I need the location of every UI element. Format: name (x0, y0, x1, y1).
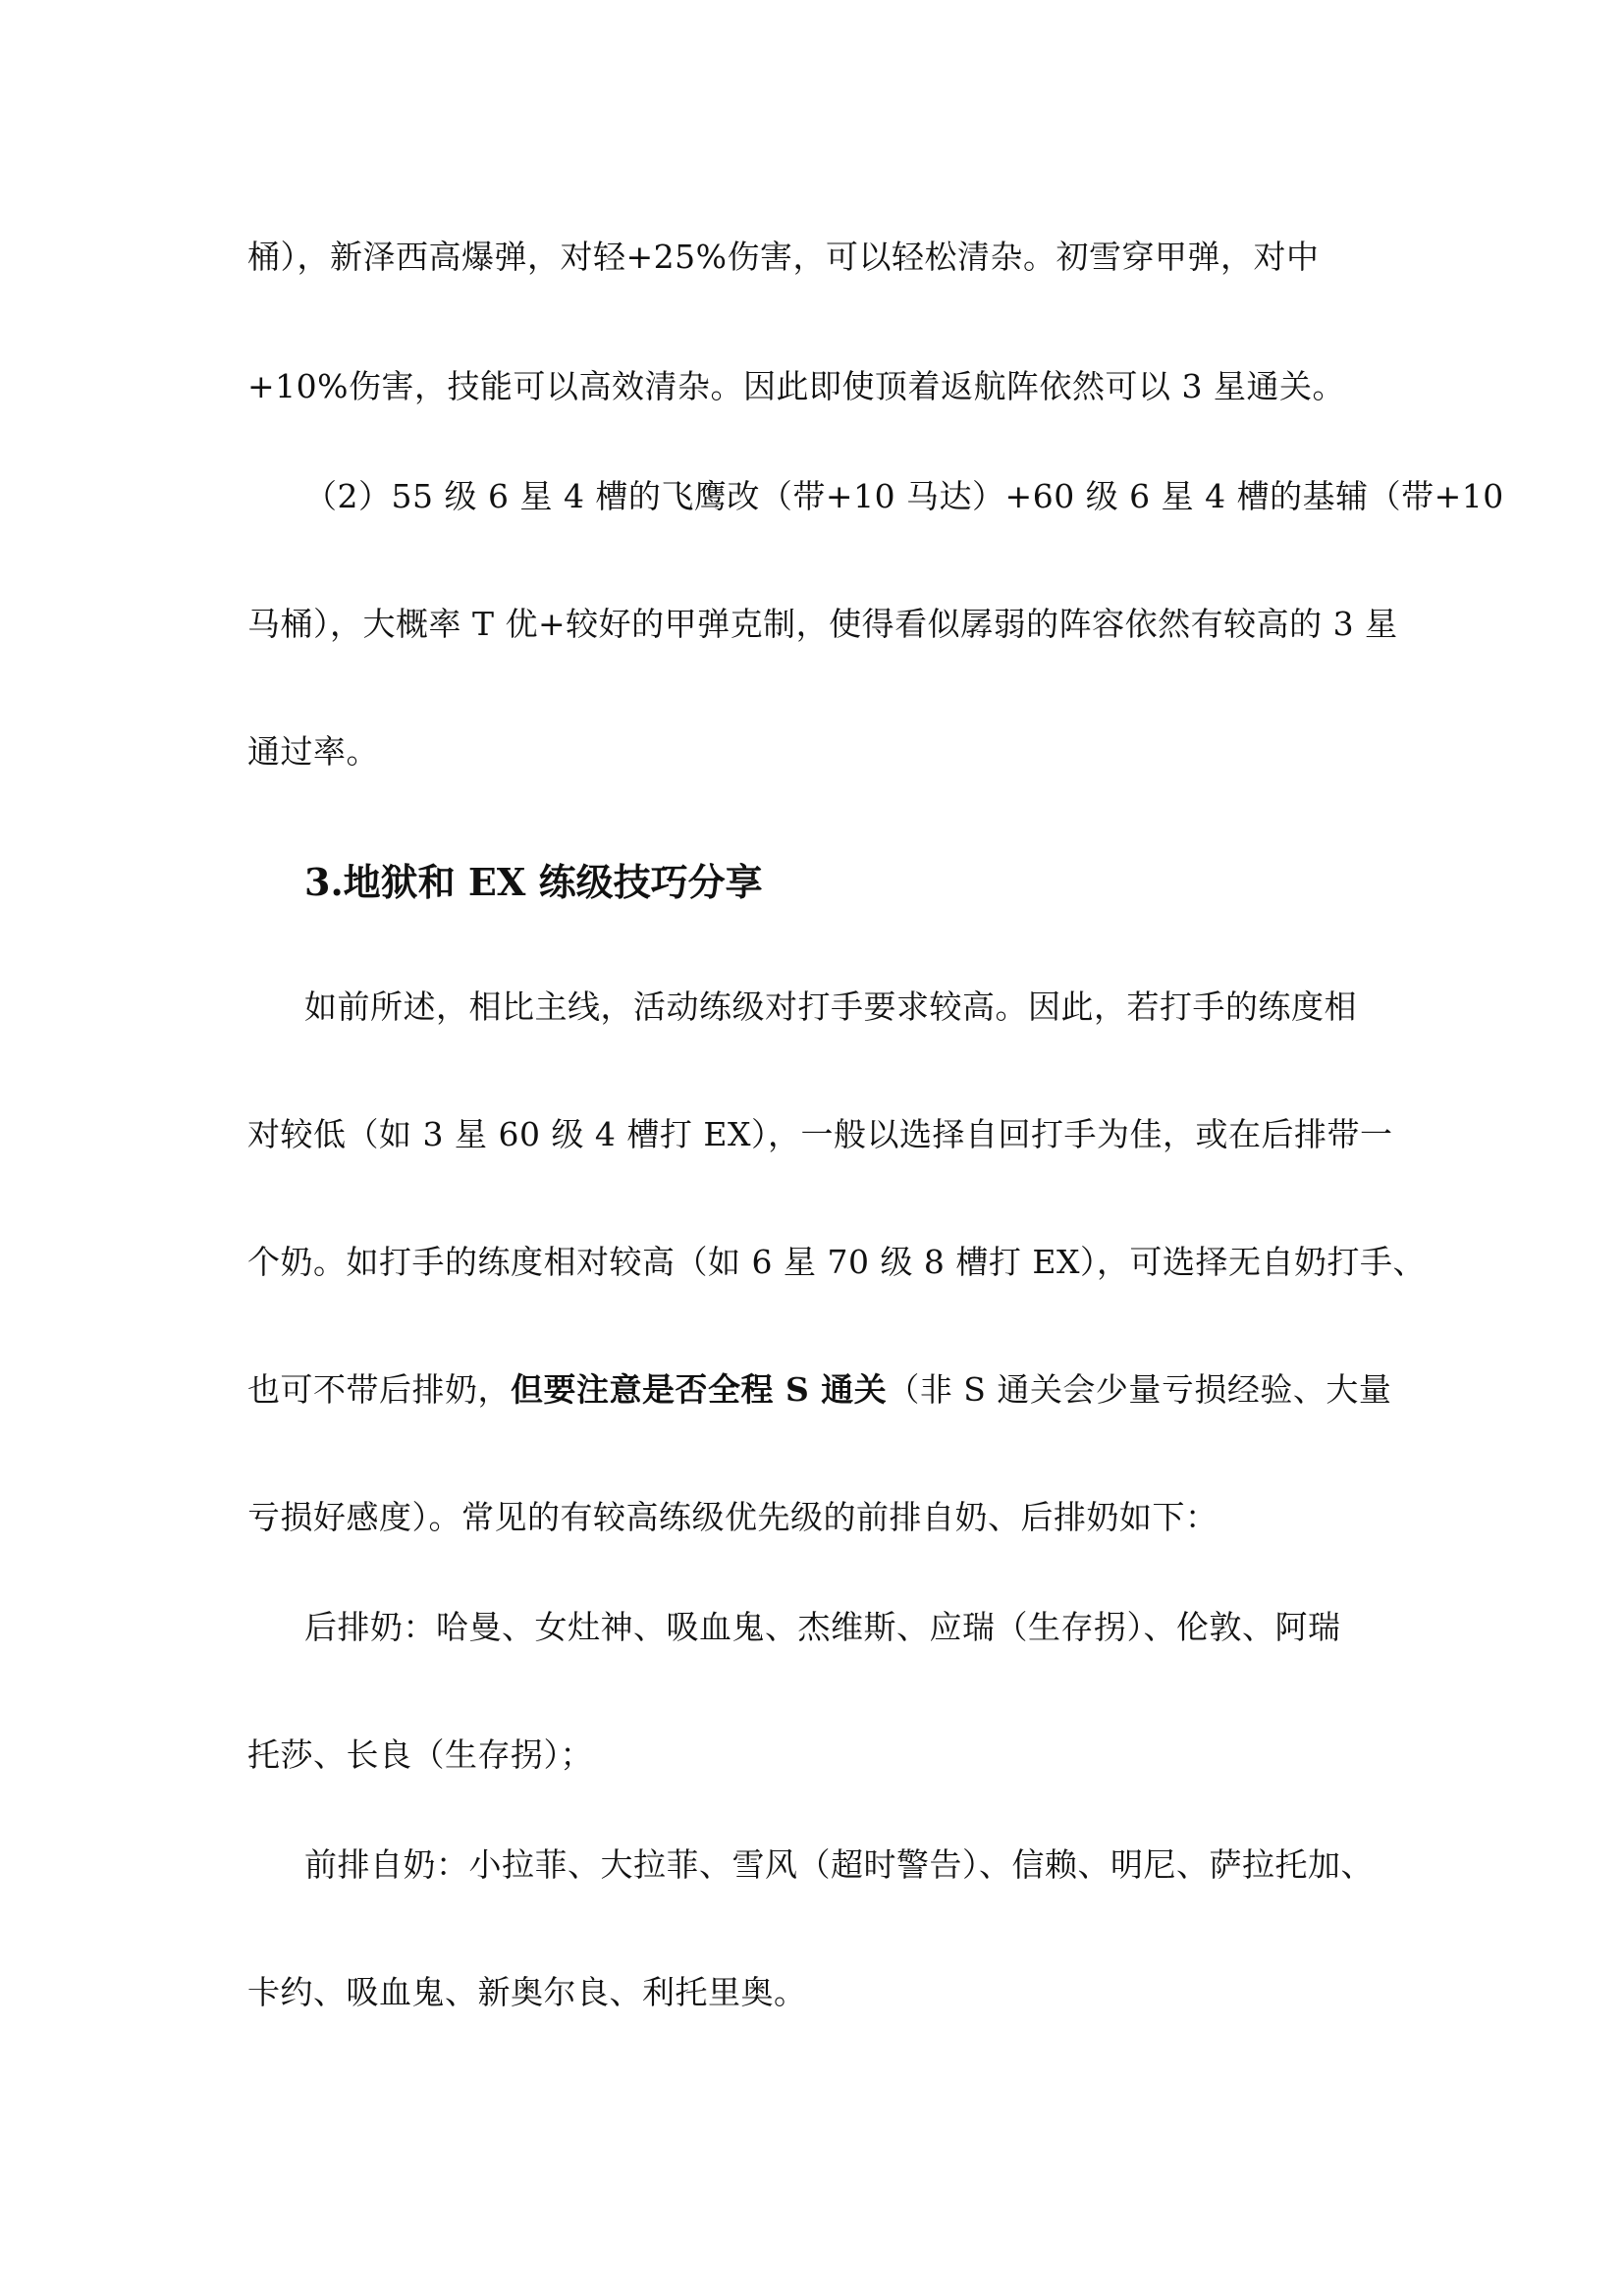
text-line-3: （2）55 级 6 星 4 槽的飞鹰改（带+10 马达）+60 级 6 星 4 槽的基辅（带+10 (304, 477, 1504, 515)
text-line-4: 马桶），大概率 T 优+较好的甲弹克制，使得看似孱弱的阵容依然有较高的 3 星 (247, 605, 1398, 643)
text-line-6: 如前所述，相比主线，活动练级对打手要求较高。因此，若打手的练度相 (304, 988, 1357, 1026)
text-line-10: 亏损好感度）。常见的有较高练级优先级的前排自奶、后排奶如下： (247, 1498, 1218, 1536)
text-line-12: 托莎、长良（生存拐）； (247, 1735, 593, 1774)
text-line-9 (247, 1368, 1396, 1412)
text-line-1: 桶），新泽西高爆弹，对轻+25%伤害，可以轻松清杂。初雪穿甲弹，对中 (247, 238, 1320, 276)
section-heading: 3.地狱和 EX 练级技巧分享 (304, 860, 763, 904)
text-line-13: 前排自奶：小拉菲、大拉菲、雪风（超时警告）、信赖、明尼、萨拉托加、 (304, 1845, 1374, 1884)
text-line-14: 卡约、吸血鬼、新奥尔良、利托里奥。 (247, 1973, 807, 2011)
text-line-7: 对较低（如 3 星 60 级 4 槽打 EX），一般以选择自回打手为佳，或在后排带一 (247, 1115, 1393, 1153)
text-line-5: 通过率。 (247, 732, 379, 771)
text-line-9-after: （非 S 通关会少量亏损经验、大量 (887, 1370, 1392, 1409)
text-line-9-before: 也可不带后排奶， (247, 1370, 511, 1409)
text-line-11: 后排奶：哈曼、女灶神、吸血鬼、杰维斯、应瑞（生存拐）、伦敦、阿瑞 (304, 1608, 1341, 1646)
text-line-2: +10%伤害，技能可以高效清杂。因此即使顶着返航阵依然可以 3 星通关。 (247, 367, 1345, 405)
text-line-8: 个奶。如打手的练度相对较高（如 6 星 70 级 8 槽打 EX），可选择无自奶打手、 (247, 1243, 1426, 1281)
text-line-9-bold: 但要注意是否全程 S 通关 (511, 1370, 888, 1409)
